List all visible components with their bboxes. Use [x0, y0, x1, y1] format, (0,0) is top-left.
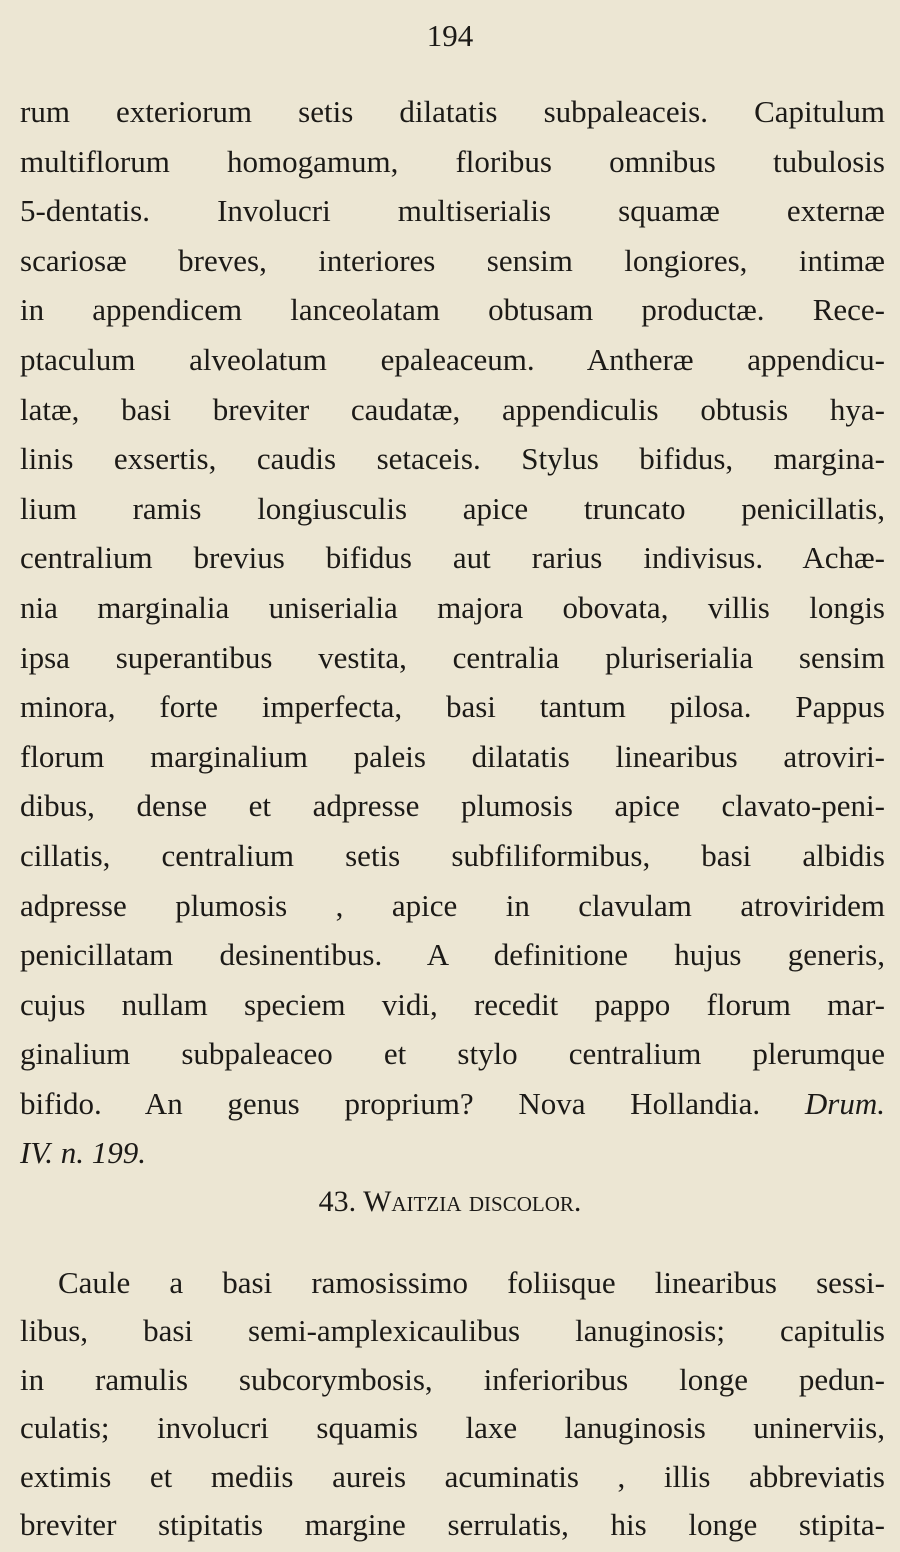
text-line: ptaculum alveolatum epaleaceum. Antheræ appendicu-	[20, 341, 885, 377]
reference-number: IV. n. 199.	[20, 1135, 147, 1171]
text-line: scariosæ breves, interiores sensim longiores, intimæ	[20, 242, 885, 278]
text-line: breviter stipitatis margine serrulatis, his longe stipita-	[20, 1506, 885, 1542]
description-paragraph	[20, 87, 885, 1178]
text-line: libus, basi semi-amplexicaulibus lanuginosis; capitulis	[20, 1313, 885, 1349]
text-line: latæ, basi breviter caudatæ, appendiculis obtusis hya-	[20, 391, 885, 427]
text-line: ipsa superantibus vestita, centralia pluriserialia sensim	[20, 639, 885, 675]
text-line: florum marginalium paleis dilatatis linearibus atroviri-	[20, 738, 885, 774]
text-line: lium ramis longiusculis apice truncato penicillatis,	[20, 490, 885, 526]
text-line	[20, 1079, 885, 1129]
text-line: in ramulis subcorymbosis, inferioribus longe pedun-	[20, 1361, 885, 1397]
text-line: linis exsertis, caudis setaceis. Stylus bifidus, margina-	[20, 441, 885, 477]
text-line: culatis; involucri squamis laxe lanuginosis uninerviis,	[20, 1410, 885, 1446]
text-line: 5-dentatis. Involucri multiserialis squamæ externæ	[20, 193, 885, 229]
text-line: in appendicem lanceolatam obtusam productæ. Rece-	[20, 292, 885, 328]
species-heading: 43. Waitzia discolor.	[318, 1185, 582, 1218]
text-line: cujus nullam speciem vidi, recedit pappo florum mar-	[20, 986, 885, 1022]
text-line: nia marginalia uniserialia majora obovata, villis longis	[20, 589, 885, 625]
text-line: extimis et mediis aureis acuminatis , illis abbreviatis	[20, 1458, 885, 1494]
reference-drummond: Drum.	[804, 1085, 886, 1121]
text-line: centralium brevius bifidus aut rarius indivisus. Achæ-	[20, 540, 885, 576]
line-text: bifido. An genus proprium? Nova Hollandia.	[20, 1085, 761, 1121]
text-line: minora, forte imperfecta, basi tantum pilosa. Pappus	[20, 689, 885, 725]
text-line: cillatis, centralium setis subfiliformibus, basi albidis	[20, 837, 885, 873]
species-paragraph	[20, 1259, 885, 1549]
text-line: ginalium subpaleaceo et stylo centralium plerumque	[20, 1036, 885, 1072]
text-line: dibus, dense et adpresse plumosis apice clavato-peni-	[20, 788, 885, 824]
page-number: 194	[426, 18, 474, 53]
text-line: adpresse plumosis , apice in clavulam atroviridem	[20, 887, 885, 923]
text-line: penicillatam desinentibus. A definitione hujus generis,	[20, 937, 885, 973]
text-line: multiflorum homogamum, floribus omnibus tubulosis	[20, 143, 885, 179]
text-line: rum exteriorum setis dilatatis subpaleaceis. Capitulum	[20, 94, 885, 129]
text-line: Caule a basi ramosissimo foliisque linearibus sessi-	[58, 1265, 885, 1300]
